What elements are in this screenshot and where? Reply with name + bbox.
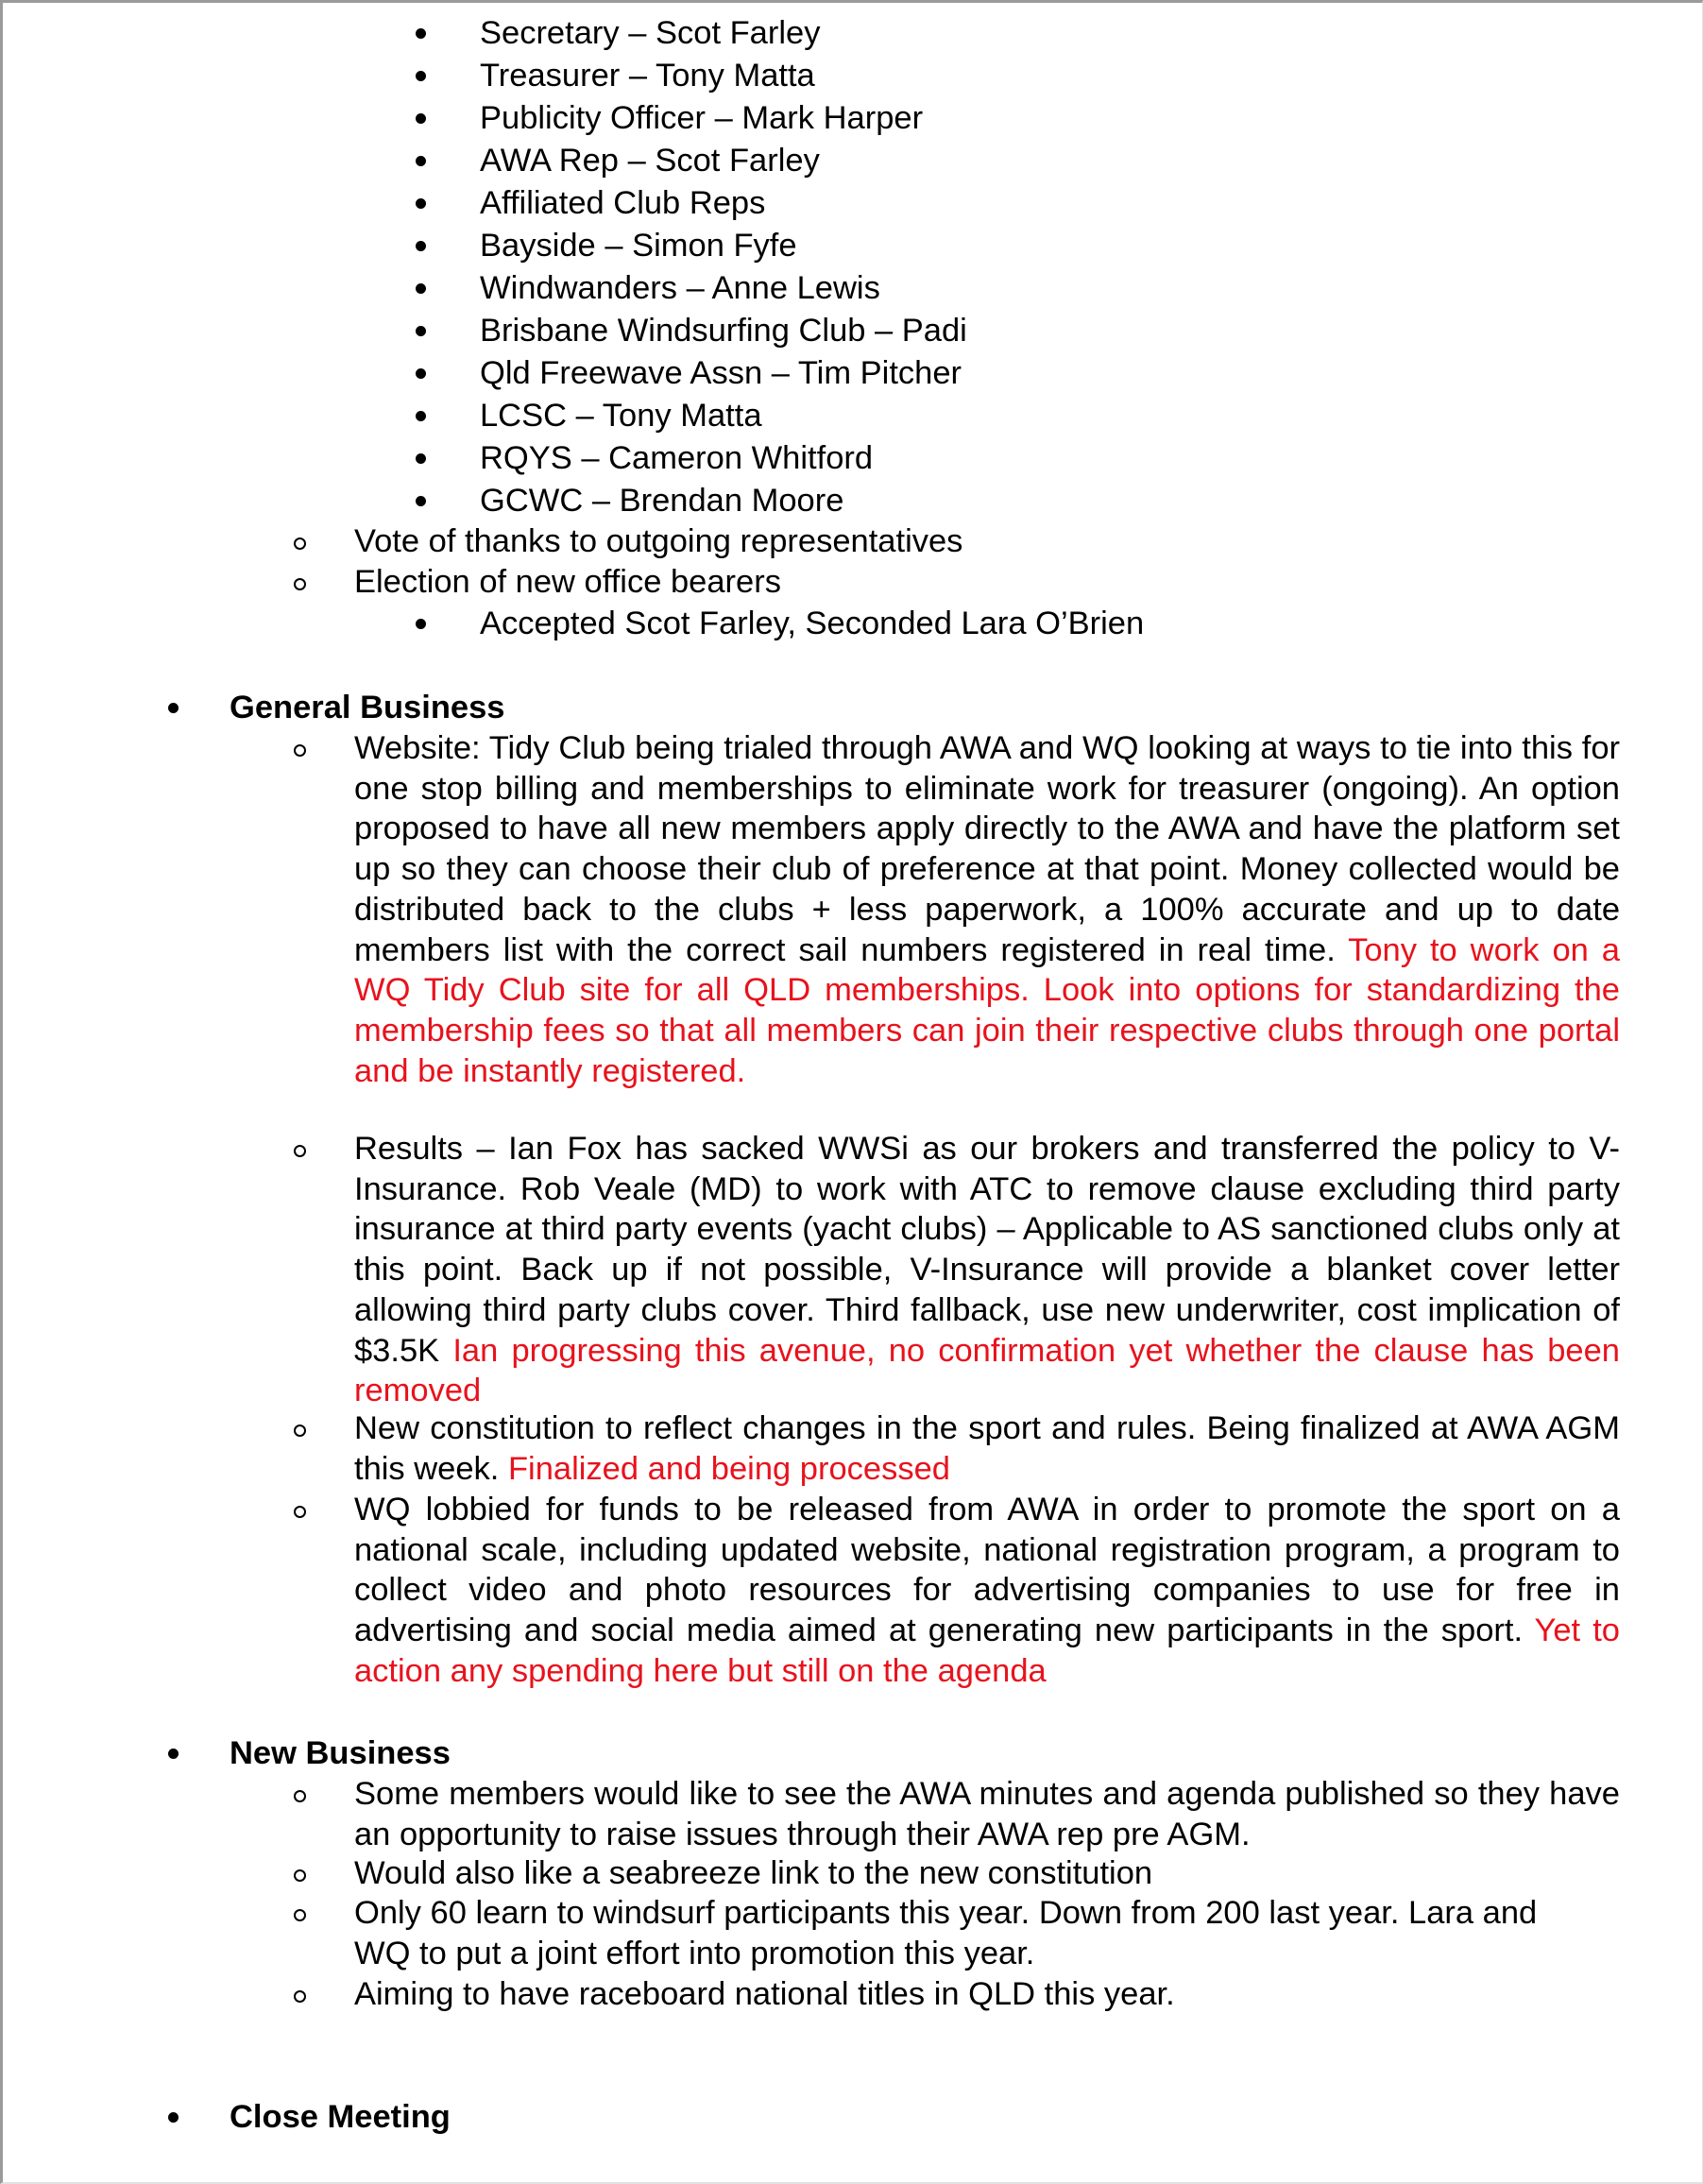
list-item: Aiming to have raceboard national titles in QLD this year. [354,1976,1175,2012]
bullet-icon [416,113,426,124]
list-item: Brisbane Windsurfing Club – Padi [480,313,967,349]
circle-bullet-icon [294,1425,306,1437]
bullet-icon [168,1749,179,1759]
circle-bullet-icon [294,1869,306,1882]
bullet-icon [416,453,426,464]
agenda-item-website: Website: Tidy Club being trialed through AWA and WQ looking at ways to tie into this for one stop billing and memberships to eliminate work for treasurer (ongoing). An option proposed to have all new members apply directly to the AWA and have the platform set up so they can choose their club of preference at that point. Money collected would be distributed back to the clubs + less paperwork, a 100% accurate and up to date members list with the correct sail numbers registered in real time. Tony to work on a WQ Tidy Club site for all QLD memberships. Look into options for standardizing the membership fees so that all members can join their respective clubs through one portal and be instantly registered. [354,730,1620,1089]
bullet-icon [416,283,426,294]
list-item: GCWC – Brendan Moore [480,483,844,519]
list-item: Bayside – Simon Fyfe [480,228,797,264]
list-item: Would also like a seabreeze link to the new constitution [354,1855,1153,1891]
bullet-icon [416,156,426,166]
bullet-icon [416,619,426,629]
agenda-item-constitution: New constitution to reflect changes in the sport and rules. Being finalized at AWA AGM this week. Finalized and being processed [354,1410,1620,1487]
action-update: Ian progressing this avenue, no confirmation yet whether the clause has been removed [354,1332,1620,1409]
circle-bullet-icon [294,537,306,550]
section-heading-general-business: General Business [230,690,505,725]
circle-bullet-icon [294,1790,306,1802]
circle-bullet-icon [294,1145,306,1157]
election-result: Accepted Scot Farley, Seconded Lara O’Brien [480,606,1145,641]
bullet-icon [416,411,426,421]
action-update: Finalized and being processed [507,1450,950,1487]
list-item: Secretary – Scot Farley [480,15,821,51]
action-update: Yet to action any spending here but still on the agenda [354,1612,1620,1689]
list-item: RQYS – Cameron Whitford [480,440,874,476]
bullet-icon [416,71,426,81]
list-item: LCSC – Tony Matta [480,398,762,434]
circle-bullet-icon [294,578,306,590]
agenda-item-funding: WQ lobbied for funds to be released from AWA in order to promote the sport on a national scale, including updated website, national registration program, a program to collect video and photo resources for advertising companies to use for free in advertising and social media aimed at generating new participants in the sport. Yet to action any spending here but still on the agenda [354,1492,1620,1689]
bullet-icon [168,2112,179,2123]
section-heading-new-business: New Business [230,1735,451,1771]
list-item: Only 60 learn to windsurf participants this year. Down from 200 last year. Lara and WQ to put a joint effort into promotion this year. [354,1895,1538,1971]
list-item: Affiliated Club Reps [480,185,766,221]
list-item: Treasurer – Tony Matta [480,58,815,94]
bullet-icon [416,241,426,251]
agenda-item-results: Results – Ian Fox has sacked WWSi as our brokers and transferred the policy to V-Insurance. Rob Veale (MD) to work with ATC to remove clause excluding third party insurance at third party events (yacht clubs) – Applicable to AS sanctioned clubs only at this point. Back up if not possible, V-Insurance will provide a blanket cover letter allowing third party clubs cover. Third fallback, use new underwriter, cost implication of $3.5K Ian progressing this avenue, no confirmation yet whether the clause has been removed [354,1131,1620,1409]
list-item: Qld Freewave Assn – Tim Pitcher [480,355,962,391]
circle-bullet-icon [294,1990,306,2003]
list-item: Publicity Officer – Mark Harper [480,100,924,136]
bullet-icon [416,368,426,379]
bullet-icon [416,326,426,336]
bullet-icon [416,496,426,506]
list-item: Some members would like to see the AWA minutes and agenda published so they have an opportunity to raise issues through their AWA rep pre AGM. [354,1776,1620,1852]
election-item: Election of new office bearers [354,564,781,600]
circle-bullet-icon [294,744,306,757]
list-item: Windwanders – Anne Lewis [480,270,880,306]
list-item: AWA Rep – Scot Farley [480,143,820,179]
section-heading-close-meeting: Close Meeting [230,2099,451,2135]
circle-bullet-icon [294,1909,306,1921]
vote-of-thanks: Vote of thanks to outgoing representatives [354,523,963,559]
bullet-icon [168,703,179,713]
circle-bullet-icon [294,1506,306,1518]
bullet-icon [416,28,426,39]
action-update: Tony to work on a WQ Tidy Club site for all QLD memberships. Look into options for standardizing the membership fees so that all members can join their respective clubs through one portal and be instantly registered. [354,931,1620,1089]
bullet-icon [416,198,426,209]
